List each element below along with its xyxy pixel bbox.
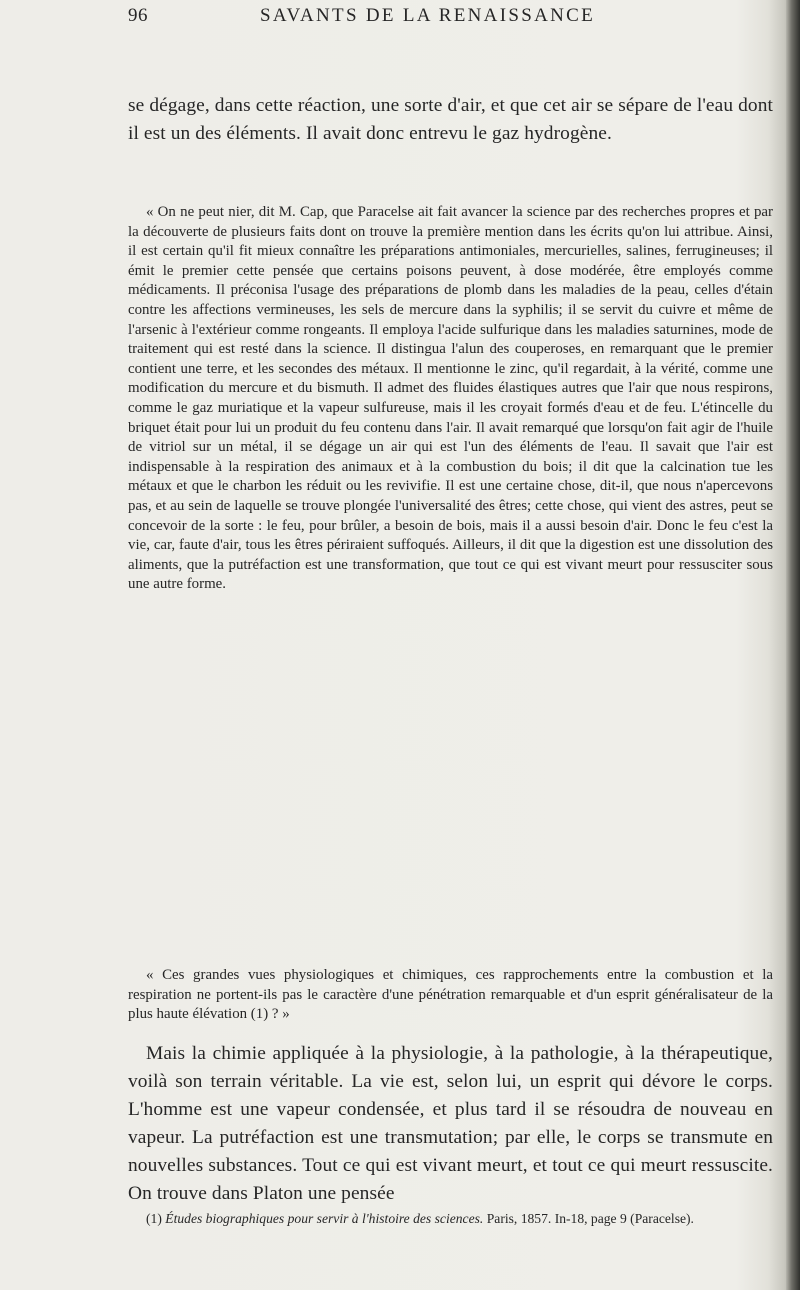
page-number: 96 <box>128 5 148 26</box>
closing-paragraph: Mais la chimie appliquée à la physiologie, à la pathologie, à la thérapeutique, voilà son terrain véritable. La vie est, selon lui, un esprit qui dévore le corps. L'homme est une vapeur condensée, et plus tard il se résoudra de nouveau en vapeur. La putréfaction est une transmutation; par elle, le corps se transmute en nouvelles substances. Tout ce qui est vivant meurt, et tout ce qui meurt ressuscite. On trouve dans Platon une pensée <box>128 1043 773 1204</box>
opening-paragraph: se dégage, dans cette réaction, une sorte d'air, et que cet air se sépare de l'eau dont il est un des éléments. Il avait donc entrevu le gaz hydrogène. <box>128 95 773 144</box>
footnote-marker: (1) <box>146 1211 162 1226</box>
quote-paragraph-conclusion: « Ces grandes vues physiologiques et chimiques, ces rapprochements entre la combustion et la respiration ne portent-ils pas le caractère d'une pénétration remarquable et d'un esprit généralisateur de la plus haute élévation (1) ? » <box>128 967 773 1023</box>
footnote-title: Études biographiques pour servir à l'histoire des sciences. <box>165 1211 484 1226</box>
page-header <box>128 5 773 39</box>
running-title: SAVANTS DE LA RENAISSANCE <box>260 5 595 26</box>
quote-paragraph: « On ne peut nier, dit M. Cap, que Paracelse ait fait avancer la science par des recherches propres et par la découverte de plusieurs faits dont on trouve la première mention dans les écrits qu'on lui attribue. Ainsi, il est certain qu'il fit mieux connaître les préparations antimoniales, mercurielles, salines, ferrugineuses; il émit le premier cette pensée que certains poisons peuvent, à dose modérée, être employés comme médicaments. Il préconisa l'usage des préparations de plomb dans les maladies de la peau, celles d'étain contre les affections vermineuses, les sels de mercure dans la syphilis; il se servit du cuivre et même de l'arsenic à l'extérieur comme rongeants. Il employa l'acide sulfurique dans les maladies saturnines, mode de traitement qui est resté dans la science. Il distingua l'alun des couperoses, en remarquant que le premier contient une terre, et les secondes des métaux. Il mentionne le zinc, qu'il regardait, à la vérité, comme une modification du mercure et du bismuth. Il admet des fluides élastiques autres que l'air que nous respirons, comme le gaz muriatique et la vapeur sulfureuse, mais il les croyait formés d'eau et de feu. L'étincelle du briquet était pour lui un produit du feu contenu dans l'air. Il avait remarqué que lorsqu'on fait agir de l'huile de vitriol sur un métal, il se dégage un air qui est l'un des éléments de l'eau. Il savait que l'air est indispensable à la respiration des animaux et à la combustion du bois; il dit que la calcination tue les métaux et que le charbon les réduit ou les revivifie. Il est une certaine chose, dit-il, que nous n'apercevons pas, et au sein de laquelle se trouve plongée l'universalité des êtres; cette chose, qui vient des astres, peut se concevoir de la sorte : le feu, pour brûler, a besoin de bois, mais il a aussi besoin d'air. Donc le feu c'est la vie, car, faute d'air, tous les êtres périraient suffoqués. Ailleurs, il dit que la digestion est une dissolution des aliments, que la putréfaction est une transformation, que tout ce qui est vivant meurt pour ressusciter sous une autre forme. <box>128 204 773 593</box>
book-binding-edge <box>786 0 800 1290</box>
footnote-details: Paris, 1857. In-18, page 9 (Paracelse). <box>486 1211 694 1226</box>
footnote <box>128 1210 773 1228</box>
